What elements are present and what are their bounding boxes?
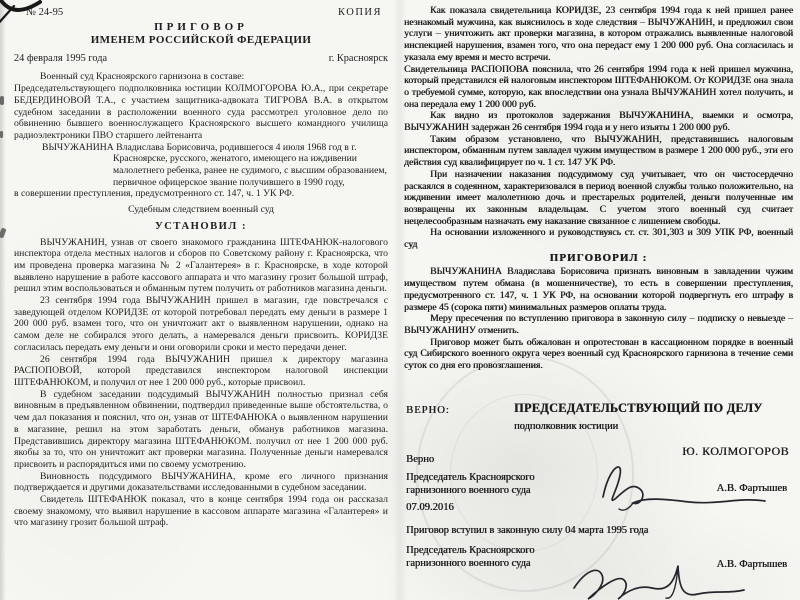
testimony-paragraph: Как видно из протоколов задержания ВЫЧУЖАНИНА, выемки и осмотра, ВЫЧУЖАНИН задержан 26 сентября 1994 года и у него изъяты 1 200 000 руб. xyxy=(404,110,793,134)
finding-paragraph: Виновность подсудимого ВЫЧУЖАНИНА, кроме его личного признания подтверждается и другими доказательствами исследованными в судебном заседании. xyxy=(14,470,388,494)
charge-line: в совершении преступления, предусмотренного ст. 147, ч. 1 УК РФ. xyxy=(14,188,295,200)
chairman2-title-line1: Председатель Красноярского xyxy=(406,545,535,556)
chairman-title-line1: Председатель Красноярского xyxy=(406,472,535,483)
sentencing-considerations: При назначении наказания подсудимому суд учитывает, что он чистосердечно раскаялся в содеянном, характеризовался в период военной службы только положительно, на иждивении имеет малолетнюю дочь и престарелых родителей, деньги полученные им возвращены их законным владельцам. С учетом этого военный суд считает нецелесообразным назначать ему наказание связанное с лишением свободы. xyxy=(404,168,793,227)
chairman-title-2 xyxy=(406,544,576,570)
chairman-name: А.В. Фартышев xyxy=(716,483,787,494)
verdict-paragraph: Приговор может быть обжалован и опротестован в кассационном порядке в военный суд Сибирского военного округа через военный суд Красноярского гарнизона в течение семи суток со дня его провозглашения. xyxy=(404,336,793,372)
certification-block xyxy=(404,397,793,597)
finding-paragraph: ВЫЧУЖАНИН, узнав от своего знакомого гражданина ШТЕФАНЮК-налогового инспектора отдела местных налогов и сборов по Советскому району г. Красноярска, что им проведена проверка магазина № 2 «Галантерея» в г. Красноярске, в ходе которой выявлено нарушение в работе кассового аппарата и что магазину грозит большой штраф, решил этим воспользоваться и обманным путем получить от работников магазина деньги. xyxy=(14,236,388,295)
court-intro: Военный суд Красноярского гарнизона в составе: xyxy=(40,71,245,83)
legal-basis-paragraph: На основании изложенного и руководствуясь ст. ст. 301,303 и 309 УПК РФ, военный суд xyxy=(404,227,793,251)
defendant-block: ВЫЧУЖАНИНА Владислава Борисовича, родившегося 4 июля 1968 год в г. Красноярске, русского, женатого, имеющего на иждивении малолетнего ребенка, ранее не судимого, с высшим образованием, первичное офицерское звание получившего в 1990 году, xyxy=(42,141,387,188)
finding-paragraph: 26 сентября 1994 года ВЫЧУЖАНИН пришел к директору магазина РАСПОПОВОЙ, которой представился инспектором налоговой инспекции ШТЕФАНЮКОМ, и получил от нее 1 200 000 руб., которые присвоил. xyxy=(14,353,388,388)
heading-ustanovil: УСТАНОВИЛ : xyxy=(155,220,247,232)
court-composition: Председательствующего подполковника юстиции КОЛМОГОРОВА Ю.А., при секретаре БЕДЕРДИНОВОЙ Т.А., с участием защитника-адвоката ТИГРОВА В.А. в открытом судебном заседании в расположении военного суда рассмотрел уголовное дело по обвинению бывшего военнослужащего Красноярского высшего командного училища радиоэлектроники ПВО старшего лейтенанта xyxy=(14,83,388,141)
signature-chairman-2 xyxy=(564,552,754,600)
verdict-title: ПРИГОВОР xyxy=(154,21,248,33)
finding-paragraph: Свидетель ШТЕФАНЮК показал, что в конце сентября 1994 года он рассказал своему знакомому, что выявил нарушение в кассовом аппарате магазина «Галантерея» и что магазину грозит большой штраф. xyxy=(14,494,388,529)
verdict-paragraph: Меру пресечения по вступлению приговора в законную силу – подписку о невыезде – ВЫЧУЖАНИНУ отменить. xyxy=(404,313,793,336)
verdict-subtitle: ИМЕНЕМ РОССИЙСКОЙ ФЕДЕРАЦИИ xyxy=(90,33,312,46)
header-row xyxy=(14,7,388,18)
chairman-title xyxy=(406,471,576,497)
verdict-place: г. Красноярск xyxy=(328,53,388,65)
verdict-date: 24 февраля 1995 года xyxy=(14,53,108,65)
presiding-judge-title: ПРЕДСЕДАТЕЛЬСТВУЮЩИЙ ПО ДЕЛУ xyxy=(514,401,763,415)
conclusion-paragraph: Таким образом установлено, что ВЫЧУЖАНИН, представившись налоговым инспектором, обманным путем завладел чужим имуществом в размере 1 200 000 руб., эти его действия суд квалифицирует по ч. 1 ст. 147 УК РФ. xyxy=(404,133,793,169)
chairman2-title-line2: гарнизонного военного суда xyxy=(406,558,531,569)
pre-heading: Судебным следствием военный суд xyxy=(128,204,274,216)
finding-paragraph: В судебном заседании подсудимый ВЫЧУЖАНИН полностью признал себя виновным в предъявленном обвинении, подтвердил приведенные выше обстоятельства, о чем дал показания и пояснил, что он, узнав от ШТЕФАНЮКА о выявленном нарушении в магазине, решил на этом заработать деньги, обманув работников магазина. Представившись директору магазина ШТЕФАНЮКОМ. получил от нее 1 200 000 руб. якобы за то, что он уничтожит акт проверки магазина. Полученные деньги намеревался присвоить и распорядиться ими по своему усмотрению. xyxy=(14,388,388,470)
copy-label: КОПИЯ xyxy=(338,7,382,18)
date-row xyxy=(14,53,388,64)
chairman-title-line2: гарнизонного военного суда xyxy=(406,485,531,496)
testimony-paragraph: Свидетельница РАСПОПОВА пояснила, что 26 сентября 1994 года к ней пришел мужчина, который представился ей налоговым инспектором ШТЕФАНЮКОМ. От КОРИДЗЕ она знала о требуемой сумме, которую, как впоследствии она узнала ВЫЧУЖАНИН хотел получить, и она передала ему 1 200 000 руб. xyxy=(404,63,793,110)
presiding-judge-rank: подполковник юстиции xyxy=(514,421,619,432)
case-number: № 24-95 xyxy=(26,7,64,18)
page-right xyxy=(400,0,800,600)
finding-paragraph: 23 сентября 1994 года ВЫЧУЖАНИН пришел в магазин, где повстречался с заведующей отделом КОРИДЗЕ от которой потребовал передать ему деньги в размере 1 200 000 руб. взамен того, что он уничтожит акт о выявленном нарушении, однако на самом деле не собирался этого делать, а намеревался деньги присвоить. КОРИДЗЕ согласилась передать ему деньги и они оговорили сроки и место передачи денег. xyxy=(14,295,388,353)
verno-label-2: Верно xyxy=(406,454,435,465)
verdict-paragraph: ВЫЧУЖАНИНА Владислава Борисовича признать виновным в завладении чужим имуществом путем обмана (в мошенничестве), то есть в совершении преступления, предусмотренного ст. 147, ч. 1 УК РФ, на основании которой подвергнуть его штрафу в размере 45 (сорока пяти) минимальных размеров оплаты труда. xyxy=(404,266,793,313)
testimony-paragraph: Как показала свидетельница КОРИДЗЕ, 23 сентября 1994 года к ней пришел ранее незнакомый мужчина, как выяснилось в ходе следствия – ВЫЧУЖАНИН, и предложил свои услуги – уничтожить акт проверки магазина, в котором отражались выявленные налоговой инспекцией нарушения, взамен того, что она передаст ему 1 200 000 руб. Она согласилась и указала ему время и место встречи. xyxy=(404,5,793,63)
legal-force-note: Приговор вступил в законную силу 04 марта 1995 года xyxy=(406,525,649,536)
presiding-judge-name: Ю. КОЛМОГОРОВ xyxy=(682,444,789,458)
chairman-name-2: А.В. Фартышев xyxy=(716,559,787,570)
signature-chairman-1 xyxy=(589,457,774,515)
verno-label: ВЕРНО: xyxy=(406,405,450,416)
certification-date: 07.09.2016 xyxy=(406,502,454,513)
heading-prigovoril: ПРИГОВОРИЛ : xyxy=(549,251,648,264)
